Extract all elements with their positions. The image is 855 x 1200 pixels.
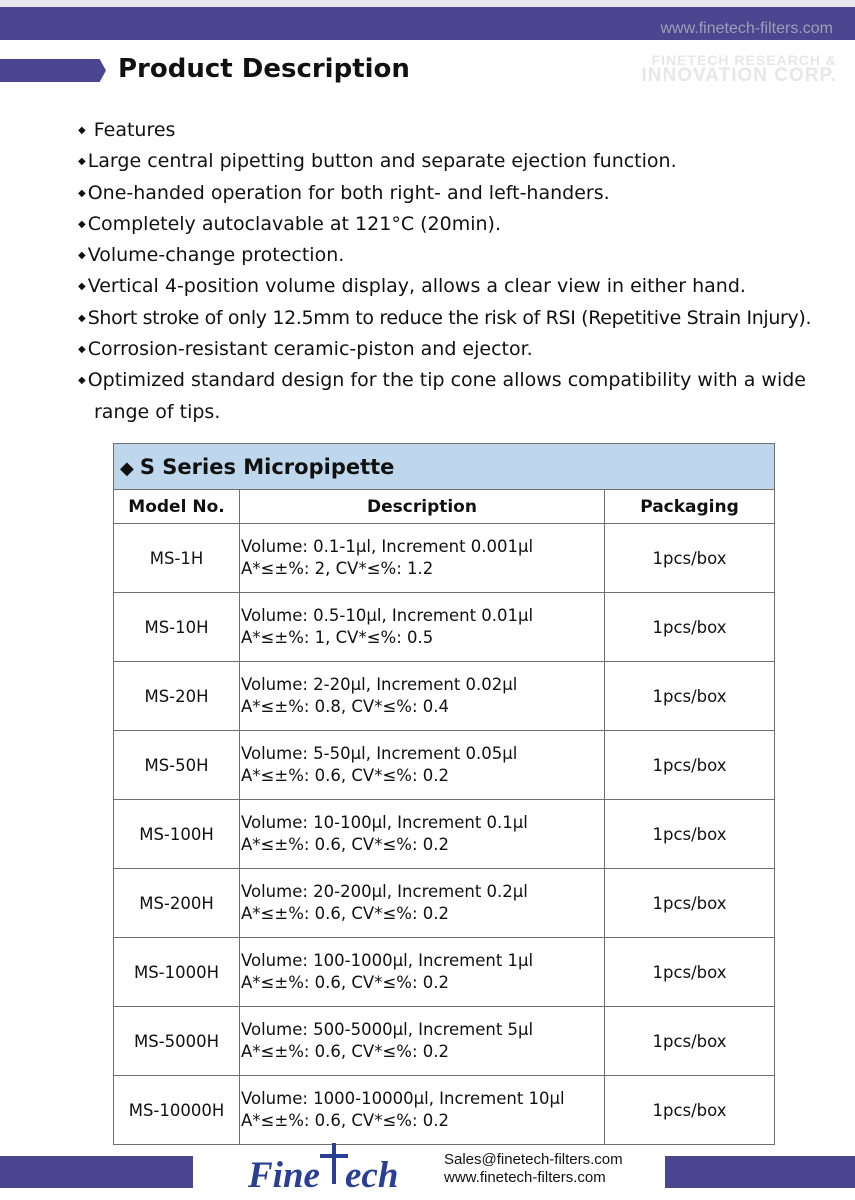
page-title: Product Description xyxy=(118,54,410,84)
description-cell xyxy=(240,1076,605,1145)
description-cell xyxy=(240,800,605,869)
spec-table xyxy=(113,443,775,1145)
model-cell: MS-1H xyxy=(114,524,240,593)
description-accuracy: A*≤±%: 0.6, CV*≤%: 0.2 xyxy=(241,1111,450,1130)
diamond-bullet-icon: ◆ xyxy=(120,457,134,479)
description-cell xyxy=(240,662,605,731)
feature-item: ◆ Corrosion-resistant ceramic-piston and ejector. xyxy=(78,338,533,361)
table-row xyxy=(114,731,775,800)
table-row xyxy=(114,938,775,1007)
column-header-packaging: Packaging xyxy=(605,490,775,524)
diamond-bullet-icon: ◆ xyxy=(78,187,86,199)
feature-item: ◆ Volume-change protection. xyxy=(78,244,345,267)
model-cell: MS-10000H xyxy=(114,1076,240,1145)
packaging-cell: 1pcs/box xyxy=(605,800,775,869)
feature-item: ◆ Large central pipetting button and separate ejection function. xyxy=(78,150,677,173)
description-volume: Volume: 100-1000µl, Increment 1µl xyxy=(241,951,534,970)
model-cell: MS-50H xyxy=(114,731,240,800)
description-accuracy: A*≤±%: 1, CV*≤%: 0.5 xyxy=(241,628,434,647)
description-accuracy: A*≤±%: 0.6, CV*≤%: 0.2 xyxy=(241,835,450,854)
feature-item-continuation: range of tips. xyxy=(94,400,221,423)
description-cell xyxy=(240,938,605,1007)
svg-text:Fine: Fine xyxy=(248,1155,320,1195)
packaging-cell: 1pcs/box xyxy=(605,1007,775,1076)
description-accuracy: A*≤±%: 0.6, CV*≤%: 0.2 xyxy=(241,766,450,785)
model-cell: MS-1000H xyxy=(114,938,240,1007)
description-volume: Volume: 500-5000µl, Increment 5µl xyxy=(241,1020,534,1039)
features-list xyxy=(78,115,838,427)
company-watermark xyxy=(642,52,837,84)
packaging-cell: 1pcs/box xyxy=(605,869,775,938)
table-row xyxy=(114,593,775,662)
table-title: ◆ S Series Micropipette xyxy=(114,444,775,490)
model-cell: MS-20H xyxy=(114,662,240,731)
diamond-bullet-icon: ◆ xyxy=(78,125,86,136)
description-cell xyxy=(240,593,605,662)
description-cell xyxy=(240,1007,605,1076)
table-row xyxy=(114,1007,775,1076)
features-heading: ◆ Features xyxy=(78,119,176,141)
description-accuracy: A*≤±%: 2, CV*≤%: 1.2 xyxy=(241,559,434,578)
description-cell xyxy=(240,731,605,800)
packaging-cell: 1pcs/box xyxy=(605,662,775,731)
company-line-1: FINETECH RESEARCH & xyxy=(651,52,837,68)
packaging-cell: 1pcs/box xyxy=(605,593,775,662)
description-volume: Volume: 0.5-10µl, Increment 0.01µl xyxy=(241,606,534,625)
description-cell xyxy=(240,524,605,593)
packaging-cell: 1pcs/box xyxy=(605,524,775,593)
finetech-logo xyxy=(246,1143,406,1195)
footer-website: www.finetech-filters.com xyxy=(444,1169,606,1186)
svg-text:ech: ech xyxy=(345,1155,399,1195)
footer-bar-left xyxy=(0,1156,193,1188)
description-volume: Volume: 2-20µl, Increment 0.02µl xyxy=(241,675,518,694)
header-website: www.finetech-filters.com xyxy=(660,20,833,37)
footer-bar-right xyxy=(665,1156,855,1188)
model-cell: MS-5000H xyxy=(114,1007,240,1076)
description-volume: Volume: 20-200µl, Increment 0.2µl xyxy=(241,882,528,901)
feature-item: ◆ Optimized standard design for the tip cone allows compatibility with a wide xyxy=(78,369,806,392)
feature-item: ◆ Completely autoclavable at 121°C (20min). xyxy=(78,212,501,235)
packaging-cell: 1pcs/box xyxy=(605,1076,775,1145)
packaging-cell: 1pcs/box xyxy=(605,731,775,800)
diamond-bullet-icon: ◆ xyxy=(78,218,86,230)
table-row xyxy=(114,869,775,938)
feature-item: ◆ Vertical 4-position volume display, allows a clear view in either hand. xyxy=(78,275,746,298)
table-row xyxy=(114,1076,775,1145)
table-row xyxy=(114,524,775,593)
diamond-bullet-icon: ◆ xyxy=(78,375,86,387)
diamond-bullet-icon: ◆ xyxy=(78,250,86,262)
table-row xyxy=(114,800,775,869)
description-volume: Volume: 10-100µl, Increment 0.1µl xyxy=(241,813,528,832)
description-volume: Volume: 0.1-1µl, Increment 0.001µl xyxy=(241,537,534,556)
model-cell: MS-200H xyxy=(114,869,240,938)
table-header-row xyxy=(114,490,775,524)
table-row xyxy=(114,662,775,731)
feature-item: ◆ Short stroke of only 12.5mm to reduce the risk of RSI (Repetitive Strain Injury). xyxy=(78,306,812,329)
company-line-2: INNOVATION CORP. xyxy=(641,65,837,86)
footer-email: Sales@finetech-filters.com xyxy=(444,1151,623,1168)
column-header-model: Model No. xyxy=(114,490,240,524)
packaging-cell: 1pcs/box xyxy=(605,938,775,1007)
description-accuracy: A*≤±%: 0.8, CV*≤%: 0.4 xyxy=(241,697,450,716)
model-cell: MS-100H xyxy=(114,800,240,869)
title-arrow-decoration xyxy=(0,59,106,82)
description-accuracy: A*≤±%: 0.6, CV*≤%: 0.2 xyxy=(241,904,450,923)
diamond-bullet-icon: ◆ xyxy=(78,344,86,356)
description-cell xyxy=(240,869,605,938)
description-volume: Volume: 1000-10000µl, Increment 10µl xyxy=(241,1089,565,1108)
model-cell: MS-10H xyxy=(114,593,240,662)
diamond-bullet-icon: ◆ xyxy=(78,312,86,324)
diamond-bullet-icon: ◆ xyxy=(78,281,86,293)
description-accuracy: A*≤±%: 0.6, CV*≤%: 0.2 xyxy=(241,973,450,992)
footer-contact xyxy=(444,1151,623,1187)
feature-item: ◆ One-handed operation for both right- and left-handers. xyxy=(78,181,610,204)
column-header-description: Description xyxy=(240,490,605,524)
description-volume: Volume: 5-50µl, Increment 0.05µl xyxy=(241,744,518,763)
description-accuracy: A*≤±%: 0.6, CV*≤%: 0.2 xyxy=(241,1042,450,1061)
diamond-bullet-icon: ◆ xyxy=(78,156,86,168)
